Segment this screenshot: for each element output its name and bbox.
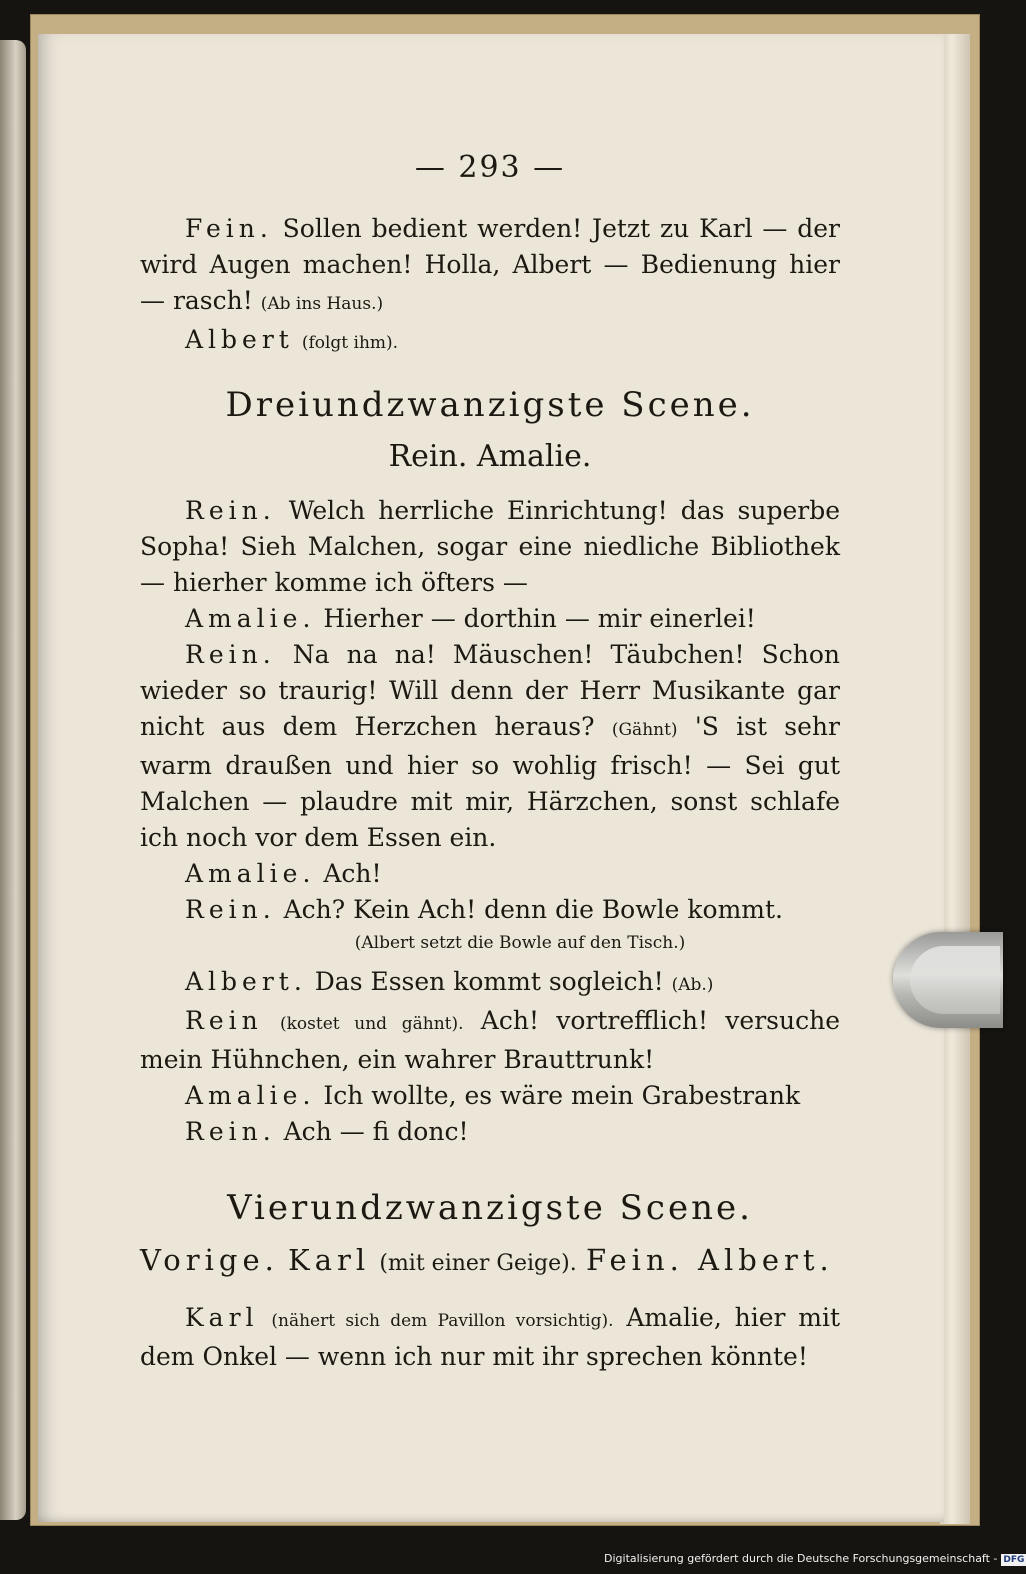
page-number: — 293 — [414, 150, 566, 185]
speech-karl [140, 1300, 840, 1375]
stage-direction: (nähert sich dem Pavillon vorsichtig). [271, 1311, 614, 1331]
stage-direction: (kostet und gähnt). [279, 1014, 464, 1034]
speech-albert [140, 322, 840, 361]
speaker-name: Amalie. [185, 604, 316, 633]
speech-text: Amalie, hier mit dem Onkel — wenn ich nur mit ihr sprechen könnte! [140, 1303, 841, 1371]
speech-rein [140, 493, 840, 601]
dfg-logo: DFG [1003, 1555, 1025, 1565]
speech-rein [140, 892, 840, 928]
speech-amalie [140, 1078, 840, 1114]
speech-amalie [140, 856, 840, 892]
speech-text: Na na na! Mäuschen! Täubchen! Schon wieder so traurig! Will denn der Herr Musikante gar nicht aus dem Herzchen heraus? [140, 640, 840, 741]
speaker-name: Rein. [185, 1117, 276, 1146]
speaker-name: Amalie. [185, 859, 316, 888]
previous-page-edge [0, 40, 26, 1520]
speech-text: Ich wollte, es wäre mein Grabestrank [323, 1081, 801, 1110]
speech-amalie [140, 601, 840, 637]
cast-item: Vorige. [140, 1243, 279, 1277]
speaker-name: Rein [185, 1006, 263, 1035]
speech-text: Ach — fi donc! [283, 1117, 469, 1146]
footer-credit [604, 1552, 1026, 1566]
speech-text: Sollen bedient werden! Jetzt zu Karl — der wird Augen machen! Holla, Albert — Bedienung hier — rasch! [140, 214, 841, 315]
speech-rein [140, 1003, 840, 1078]
scene-cast [140, 1238, 840, 1286]
speaker-name: Albert. [185, 967, 307, 996]
speech-rein [140, 637, 840, 856]
speaker-name: Karl [185, 1303, 259, 1332]
footer-text: Digitalisierung gefördert durch die Deutsche Forschungsgemeinschaft - [604, 1552, 998, 1565]
stage-direction: (Ab ins Haus.) [260, 294, 384, 314]
page-clip-highlight [910, 946, 1000, 1014]
speech-text: Ach? Kein Ach! denn die Bowle kommt. [283, 895, 783, 924]
speech-text: 'S ist sehr warm draußen und hier so wohlig frisch! — Sei gut Malchen — plaudre mit mir, Härzchen, sonst schlafe ich noch vor dem Essen ein. [140, 712, 840, 852]
stage-direction: (Albert setzt die Bowle auf den Tisch.) [354, 933, 686, 953]
speech-text: Welch herrliche Einrichtung! das superbe Sopha! Sieh Malchen, sogar eine niedliche Bibliothek — hierher komme ich öfters — [140, 496, 841, 597]
speaker-name: Rein. [185, 640, 276, 669]
cast-item: Fein. Albert. [585, 1243, 834, 1277]
speech-text: Ach! vortrefflich! versuche mein Hühnchen, ein wahrer Brauttrunk! [140, 1006, 840, 1074]
page-stack-edge [940, 34, 970, 1524]
speaker-name: Rein. [185, 895, 276, 924]
speech-text: Hierher — dorthin — mir einerlei! [323, 604, 756, 633]
speaker-name: Albert [185, 325, 294, 354]
stage-direction: (Gähnt) [611, 720, 678, 740]
speech-albert [140, 964, 840, 1003]
page-text [140, 150, 840, 1375]
speech-text: Ach! [323, 859, 382, 888]
speech-rein [140, 1114, 840, 1150]
speaker-name: Fein. [185, 214, 273, 243]
scene-cast: Rein. Amalie. [388, 439, 592, 474]
scene-heading: Vierundzwanzigste Scene. [227, 1188, 753, 1228]
cast-item: Karl [288, 1243, 371, 1277]
scene-heading: Dreiundzwanzigste Scene. [225, 385, 755, 425]
stage-direction: (Ab.) [671, 975, 714, 995]
stage-direction: (folgt ihm). [301, 333, 399, 353]
speaker-name: Amalie. [185, 1081, 316, 1110]
speaker-name: Rein. [185, 496, 276, 525]
speech-text: Das Essen kommt sogleich! [314, 967, 664, 996]
stage-direction: (mit einer Geige). [379, 1251, 577, 1276]
speech-fein [140, 211, 840, 322]
